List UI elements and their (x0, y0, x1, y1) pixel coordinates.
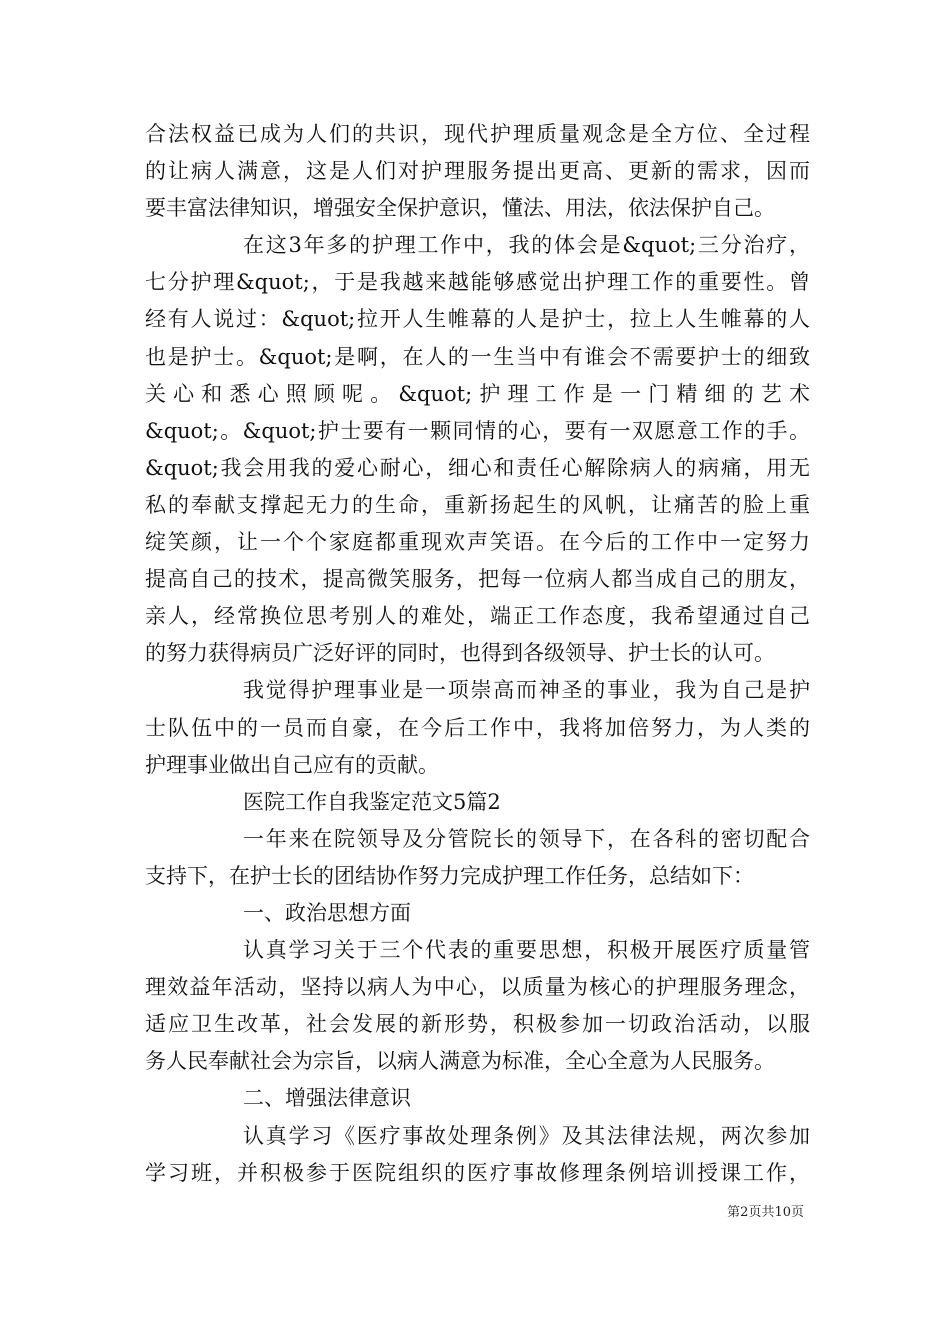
section-title: 医院工作自我鉴定范文5篇2 (243, 789, 501, 814)
text-line: 也是护士。&quot;是啊，在人的一生当中有谁会不需要护士的细致 (145, 344, 810, 369)
text-line: &quot;。&quot;护士要有一颗同情的心，要有一双愿意工作的手。 (145, 418, 810, 443)
text-line: 认真学习《医疗事故处理条例》及其法律法规，两次参加 (243, 1123, 810, 1148)
text-line: 适应卫生改革，社会发展的新形势，积极参加一切政治活动，以服 (145, 1012, 810, 1037)
text-line: 合法权益已成为人们的共识，现代护理质量观念是全方位、全过程 (145, 122, 810, 146)
text-line: 七分护理&quot;，于是我越来越能够感觉出护理工作的重要性。曾 (145, 270, 810, 295)
text-line: 认真学习关于三个代表的重要思想，积极开展医疗质量管 (243, 938, 810, 963)
text-line: 士队伍中的一员而自豪，在今后工作中，我将加倍努力，为人类的 (145, 715, 810, 740)
section-heading: 一、政治思想方面 (243, 900, 411, 925)
text-line: 的让病人满意，这是人们对护理服务提出更高、更新的需求，因而 (145, 159, 810, 184)
text-line: 经有人说过：&quot;拉开人生帷幕的人是护士，拉上人生帷幕的人 (145, 307, 810, 332)
text-line: 支持下，在护士长的团结协作努力完成护理工作任务，总结如下： (145, 863, 754, 888)
page-number: 第2页共10页 (727, 1205, 804, 1220)
section-heading: 二、增强法律意识 (243, 1086, 411, 1111)
text-line: 的努力获得病员广泛好评的同时，也得到各级领导、护士长的认可。 (145, 641, 775, 666)
text-line: 绽笑颜，让一个个家庭都重现欢声笑语。在今后的工作中一定努力 (145, 530, 810, 555)
text-line: 在这3年多的护理工作中，我的体会是&quot;三分治疗， (243, 233, 810, 258)
text-line: 理效益年活动，坚持以病人为中心，以质量为核心的护理服务理念， (145, 975, 810, 1000)
text-line: 务人民奉献社会为宗旨，以病人满意为标准，全心全意为人民服务。 (145, 1049, 775, 1074)
text-line: 一年来在院领导及分管院长的领导下，在各科的密切配合 (243, 826, 810, 851)
text-line: 我觉得护理事业是一项崇高而神圣的事业，我为自己是护 (243, 678, 810, 703)
text-line: 关心和悉心照顾呢。&quot;护理工作是一门精细的艺术 (145, 381, 810, 406)
text-line: 提高自己的技术，提高微笑服务，把每一位病人都当成自己的朋友， (145, 567, 810, 592)
text-line: 亲人，经常换位思考别人的难处，端正工作态度，我希望通过自己 (145, 604, 810, 629)
text-line: 护理事业做出自己应有的贡献。 (145, 752, 439, 777)
text-line: &quot;我会用我的爱心耐心，细心和责任心解除病人的病痛，用无 (145, 455, 810, 480)
text-line: 私的奉献支撑起无力的生命，重新扬起生的风帆，让痛苦的脸上重 (145, 492, 810, 517)
text-line: 要丰富法律知识，增强安全保护意识，懂法、用法，依法保护自己。 (145, 196, 775, 221)
document-body (145, 116, 810, 1192)
text-line: 学习班，并积极参于医院组织的医疗事故修理条例培训授课工作， (145, 1160, 810, 1185)
